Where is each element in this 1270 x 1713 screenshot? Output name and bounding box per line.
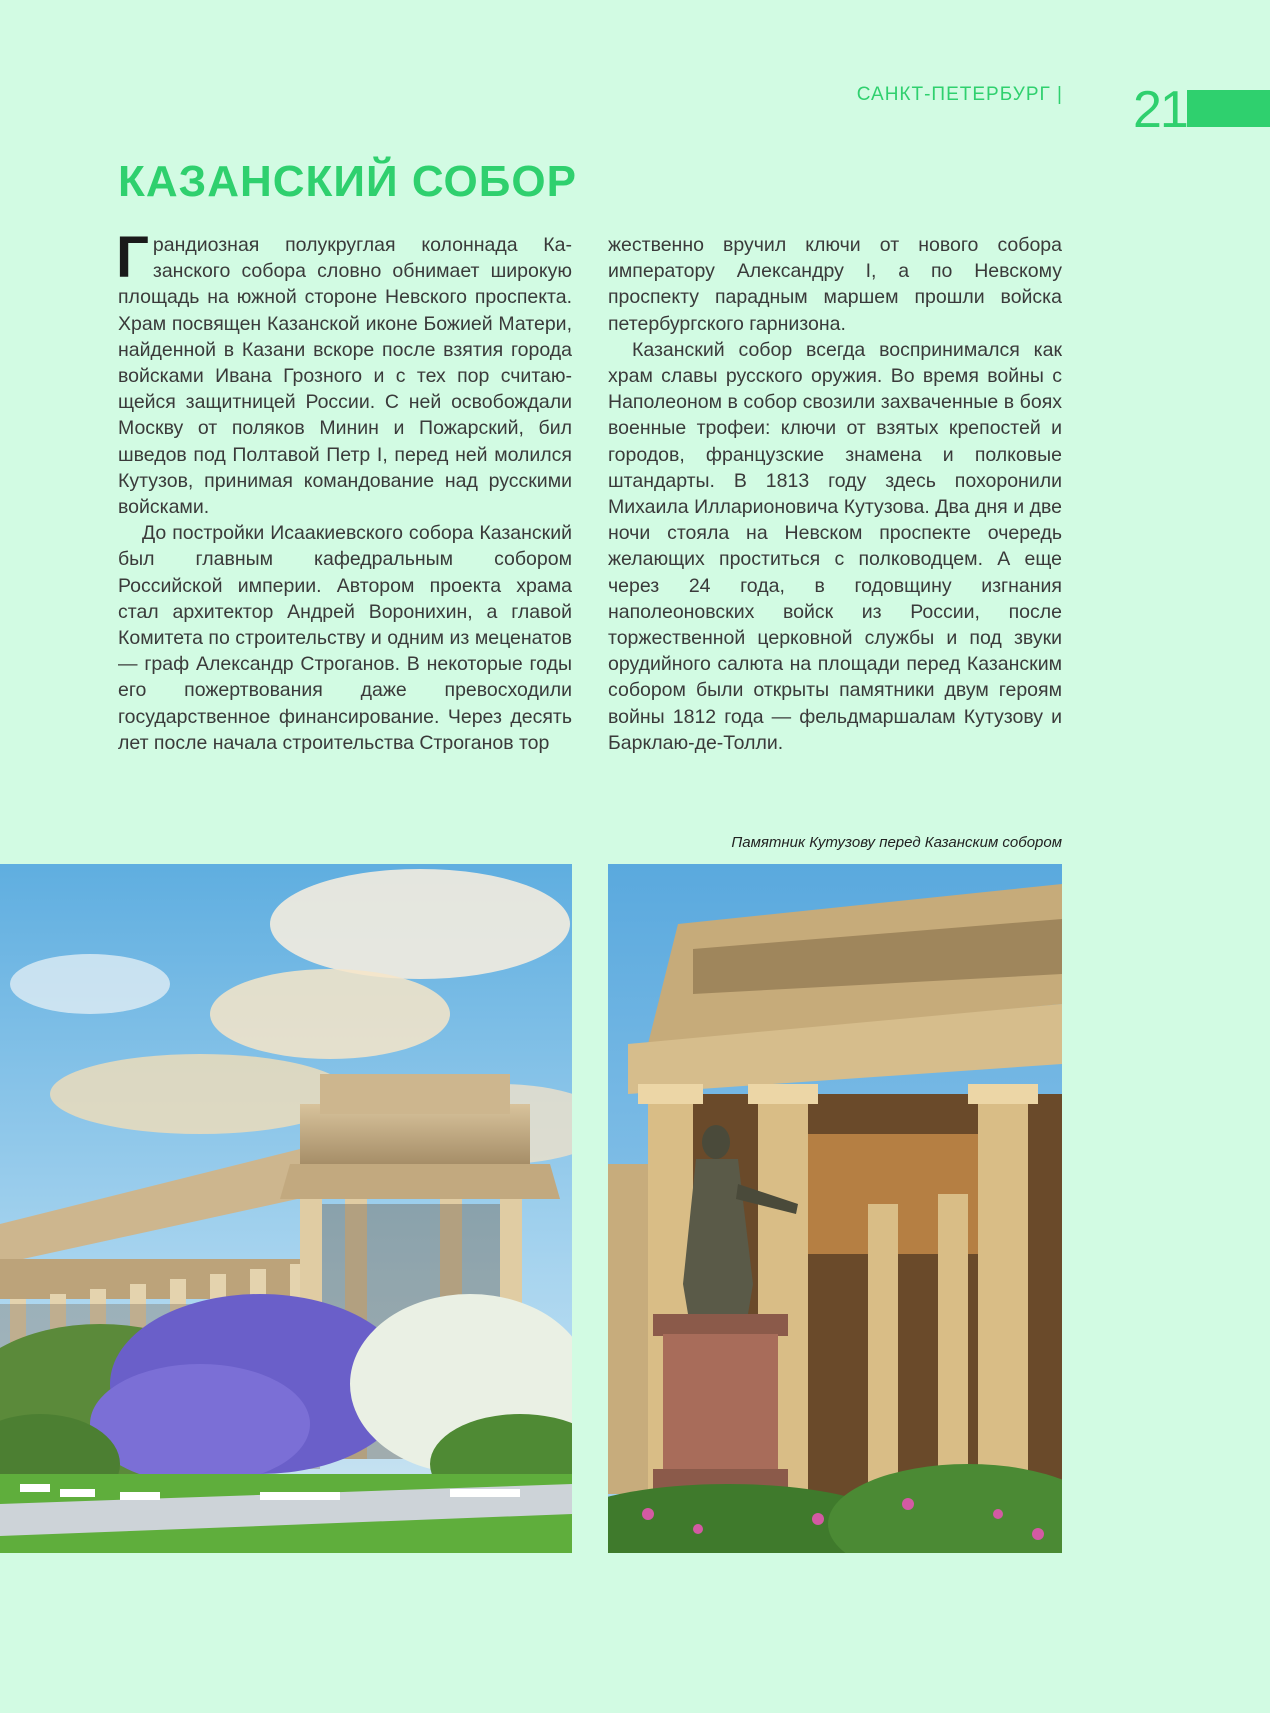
paragraph: Казанский собор всегда воспринимался как храм славы русского оружия. Во время войны с Наполеоном в собор свозили захваченные в боях военные трофеи: ключи от взятых крепостей и городов, французские знамена и полковые штандарты. В 1813 году здесь похоронили Михаила Илларионовича Кутузова. Два дня и две ночи стояла на Невском проспекте очередь желающих проститься с полководцем. А еще через 24 года, в годовщину изгнания наполеоновских войск из России, после торжественной церковной службы и под звуки орудийного салюта на площади перед Казанским собором были открыты памятники двум героям войны 1812 года — фельдмаршалам Кутузову и Барклаю-де-Толли. (608, 338, 1062, 754)
article-title: КАЗАНСКИЙ СОБОР (118, 157, 577, 206)
text-column-right (608, 232, 1062, 756)
photo-caption: Памятник Кутузову перед Казанским собором (731, 834, 1062, 851)
paragraph: жественно вручил ключи от нового собора императору Александру I, а по Невскому проспекту парадным маршем прошли войска петербургского гарнизона. (608, 234, 1062, 335)
paragraph (116, 225, 572, 520)
text-column-left (116, 225, 572, 756)
drop-cap: Г (116, 225, 149, 290)
photo-kazan-cathedral-colonnade (0, 864, 572, 1553)
paragraph-text: рандиозная полукруглая колоннада Казанского собора словно обнимает широкую площадь на южной стороне Невского проспекта. Храм посвящен Казанской иконе Божией Матери, найденной в Казани вскоре после взятия города войсками Ивана Грозного и с тех пор считающейся защитницей России. С ней освобождали Москву от поляков Минин и Пожарский, бил шведов под Полтавой Петр I, перед ней молился Кутузов, принимая командование над русскими войсками. (118, 234, 572, 519)
paragraph: До постройки Исаакиевского собора Казанский был главным кафедральным собором Российской империи. Автором проекта храма стал архитектор Андрей Воронихин, а главой Комитета по строительству и одним из меценатов — граф Александр Строганов. В некоторые годы его пожертвования даже превосходили государственное финансирование. Через десять лет после начала строительства Строганов тор (118, 522, 572, 754)
running-head: САНКТ-ПЕТЕРБУРГ | (856, 84, 1063, 105)
page-number: 21 (1133, 81, 1187, 139)
page-tab-marker (1187, 90, 1270, 127)
photo-kutuzov-monument (608, 864, 1062, 1553)
